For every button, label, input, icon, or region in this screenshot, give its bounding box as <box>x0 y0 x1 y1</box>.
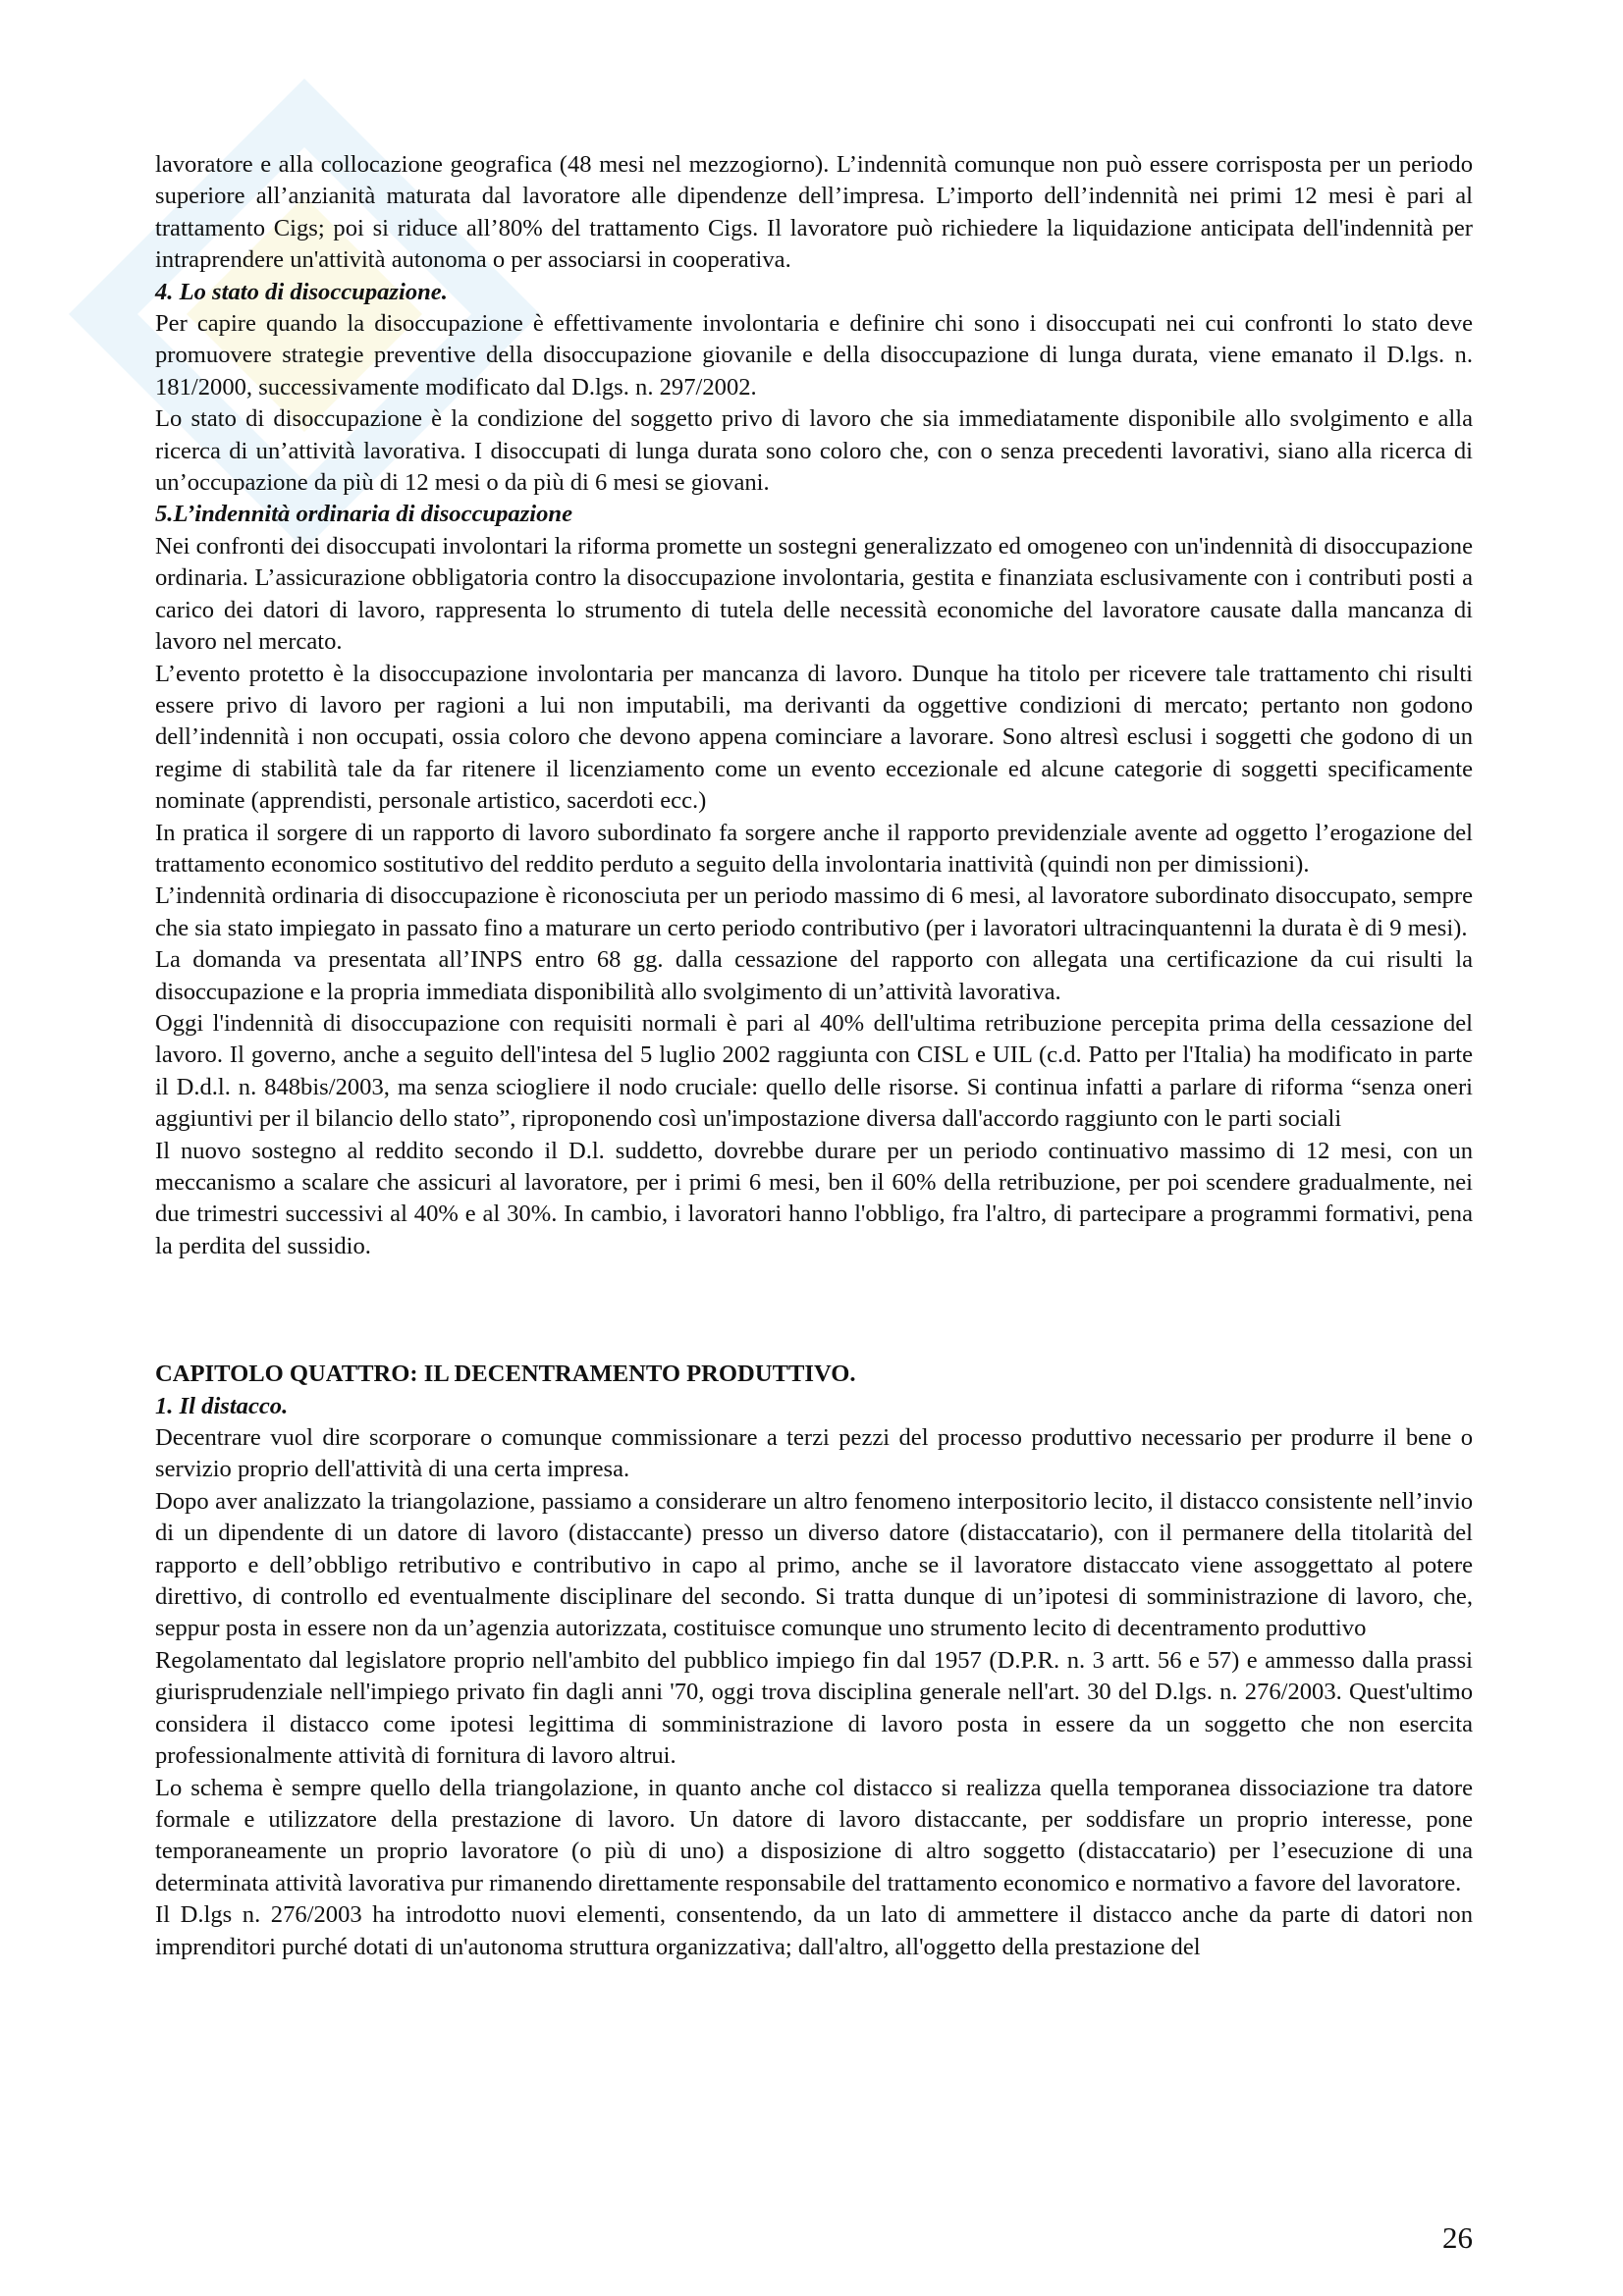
paragraph: Il D.lgs n. 276/2003 ha introdotto nuovi elementi, consentendo, da un lato di ammettere il distacco anche da parte di datori non imprenditori purché dotati di un'autonoma struttura organizzativa; dall'altro, all'oggetto della prestazione del <box>155 1901 1473 1960</box>
paragraph-continuation: lavoratore e alla collocazione geografica (48 mesi nel mezzogiorno). L’indennità comunque non può essere corrisposta per un periodo superiore all’anzianità maturata dal lavoratore alle dipendenze dell’impresa. L’importo dell’indennità nei primi 12 mesi è pari al trattamento Cigs; poi si riduce all’80% del trattamento Cigs. Il lavoratore può richiedere la liquidazione anticipata dell'indennità per intraprendere un'attività autonoma o per associarsi in cooperativa. <box>155 151 1473 274</box>
section-spacer <box>155 1262 1473 1359</box>
section-heading-distacco: 1. Il distacco. <box>155 1392 289 1419</box>
paragraph: Decentrare vuol dire scorporare o comunque commissionare a terzi pezzi del processo produttivo necessario per produrre il bene o servizio proprio dell'attività di una certa impresa. <box>155 1424 1473 1483</box>
paragraph: L’evento protetto è la disoccupazione involontaria per mancanza di lavoro. Dunque ha titolo per ricevere tale trattamento chi risulti essere privo di lavoro per ragioni a lui non imputabili, ma derivanti da oggettive condizioni di mercato; pertanto non godono dell’indennità i non occupati, ossia coloro che devono appena cominciare a lavorare. Sono altresì esclusi i soggetti che godono di un regime di stabilità tale da far ritenere il licenziamento come un evento eccezionale ed alcune categorie di soggetti specificamente nominate (apprendisti, personale artistico, sacerdoti ecc.) <box>155 660 1473 815</box>
paragraph: In pratica il sorgere di un rapporto di lavoro subordinato fa sorgere anche il rapporto previdenziale avente ad oggetto l’erogazione del trattamento economico sostitutivo del reddito perduto a seguito della involontaria inattività (quindi non per dimissioni). <box>155 819 1473 878</box>
document-body <box>155 149 1473 1963</box>
paragraph: Il nuovo sostegno al reddito secondo il D.l. suddetto, dovrebbe durare per un periodo continuativo massimo di 12 mesi, con un meccanismo a scalare che assicuri al lavoratore, per i primi 6 mesi, ben il 60% della retribuzione, per poi scendere gradualmente, nei due trimestri successivi al 40% e al 30%. In cambio, i lavoratori hanno l'obbligo, fra l'altro, di partecipare a programmi formativi, pena la perdita del sussidio. <box>155 1137 1473 1259</box>
paragraph: La domanda va presentata all’INPS entro 68 gg. dalla cessazione del rapporto con allegata una certificazione da cui risulti la disoccupazione e la propria immediata disponibilità allo svolgimento di un’attività lavorativa. <box>155 946 1473 1005</box>
chapter-title: CAPITOLO QUATTRO: IL DECENTRAMENTO PRODUTTIVO. <box>155 1361 856 1388</box>
paragraph: Dopo aver analizzato la triangolazione, passiamo a considerare un altro fenomeno interpositorio lecito, il distacco consistente nell’invio di un dipendente di un datore di lavoro (distaccante) presso un diverso datore (distaccatario), con il permanere della titolarità del rapporto e dell’obbligo retributivo e contributivo in capo al primo, anche se il lavoratore distaccato viene assoggettato al potere direttivo, di controllo ed eventualmente disciplinare del secondo. Si tratta dunque di un’ipotesi di somministrazione di lavoro, che, seppur posta in essere non da un’agenzia autorizzata, costituisce comunque uno strumento lecito di decentramento produttivo <box>155 1487 1473 1642</box>
paragraph: Per capire quando la disoccupazione è effettivamente involontaria e definire chi sono i disoccupati nei cui confronti lo stato deve promuovere strategie preventive della disoccupazione giovanile e della disoccupazione di lunga durata, viene emanato il D.lgs. n. 181/2000, successivamente modificato dal D.lgs. n. 297/2002. <box>155 310 1473 400</box>
paragraph: Lo stato di disoccupazione è la condizione del soggetto privo di lavoro che sia immediatamente disponibile allo svolgimento e alla ricerca di un’attività lavorativa. I disoccupati di lunga durata sono coloro che, con o senza precedenti lavorativi, siano alla ricerca di un’occupazione da più di 12 mesi o da più di 6 mesi se giovani. <box>155 405 1473 497</box>
section-heading-indennita-ordinaria: 5.L’indennità ordinaria di disoccupazione <box>155 501 572 528</box>
paragraph: L’indennità ordinaria di disoccupazione è riconosciuta per un periodo massimo di 6 mesi, al lavoratore subordinato disoccupato, sempre che sia stato impiegato in passato fino a maturare un certo periodo contributivo (per i lavoratori ultracinquantenni la durata è di 9 mesi). <box>155 882 1473 941</box>
page-number: 26 <box>1442 2220 1473 2255</box>
paragraph: Regolamentato dal legislatore proprio nell'ambito del pubblico impiego fin dal 1957 (D.P.R. n. 3 artt. 56 e 57) e ammesso dalla prassi giurisprudenziale nell'impiego privato fin dagli anni '70, oggi trova disciplina generale nell'art. 30 del D.lgs. n. 276/2003. Quest'ultimo considera il distacco come ipotesi legittima di somministrazione di lavoro posta in essere da un soggetto che non esercita professionalmente attività di fornitura di lavoro altrui. <box>155 1646 1473 1770</box>
paragraph: Nei confronti dei disoccupati involontari la riforma promette un sostegni generalizzato ed omogeneo con un'indennità di disoccupazione ordinaria. L’assicurazione obbligatoria contro la disoccupazione involontaria, gestita e finanziata esclusivamente con i contributi posti a carico dei datori di lavoro, rappresenta lo strumento di tutela delle necessità economiche del lavoratore causate dalla mancanza di lavoro nel mercato. <box>155 532 1473 656</box>
paragraph: Lo schema è sempre quello della triangolazione, in quanto anche col distacco si realizza quella temporanea dissociazione tra datore formale e utilizzatore della prestazione di lavoro. Un datore di lavoro distaccante, per soddisfare un proprio interesse, pone temporaneamente un proprio lavoratore (o più di uno) a disposizione di altro soggetto (distaccatario) per l’esecuzione di una determinata attività lavorativa pur rimanendo direttamente responsabile del trattamento economico e normativo a favore del lavoratore. <box>155 1774 1473 1896</box>
paragraph: Oggi l'indennità di disoccupazione con requisiti normali è pari al 40% dell'ultima retribuzione percepita prima della cessazione del lavoro. Il governo, anche a seguito dell'intesa del 5 luglio 2002 raggiunta con CISL e UIL (c.d. Patto per l'Italia) ha modificato in parte il D.d.l. n. 848bis/2003, ma senza sciogliere il nodo cruciale: quello delle risorse. Si continua infatti a parlare di riforma “senza oneri aggiuntivi per il bilancio dello stato”, riproponendo così un'impostazione diversa dall'accordo raggiunto con le parti sociali <box>155 1009 1473 1133</box>
section-heading-stato-disoccupazione: 4. Lo stato di disoccupazione. <box>155 278 448 305</box>
